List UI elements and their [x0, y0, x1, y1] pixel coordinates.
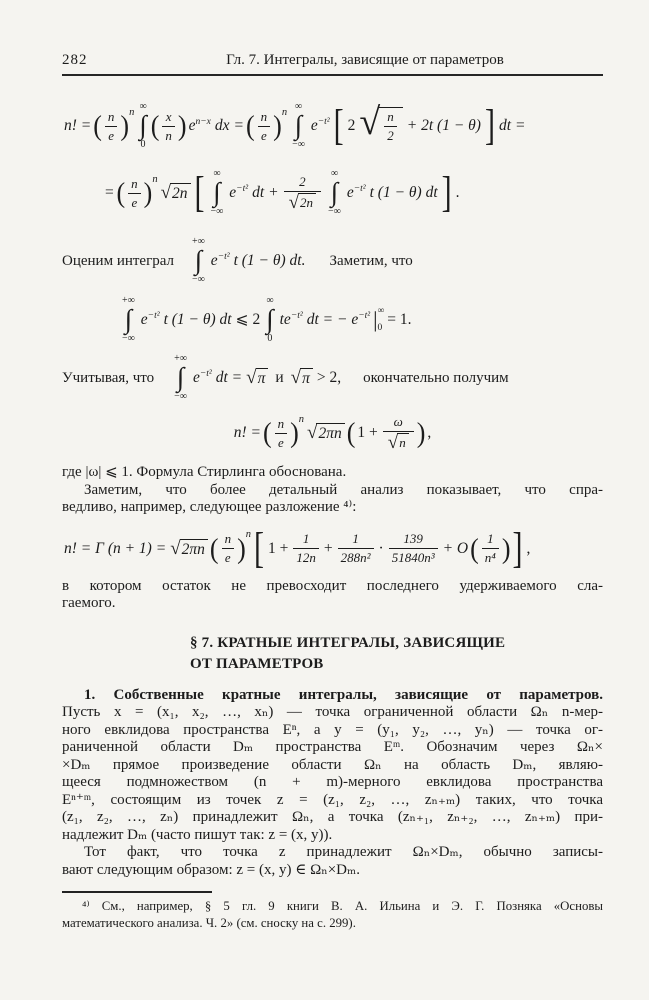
exponent: −t² — [199, 369, 212, 380]
radical-icon: √ — [290, 367, 302, 389]
math-token: n! = — [64, 117, 92, 135]
denominator — [284, 192, 321, 212]
fraction — [222, 531, 235, 565]
denominator: e — [277, 434, 284, 450]
numerator: n — [105, 109, 118, 127]
paren-power-group: ( $\frac{n}{e}$ ) n — [116, 173, 158, 210]
text-line-uchityvaya — [62, 350, 603, 406]
numerator: n — [384, 109, 397, 127]
math-token: · — [378, 539, 384, 557]
base: e — [140, 311, 148, 329]
radical-icon: √ — [288, 191, 300, 213]
radical-icon: √ — [246, 367, 257, 389]
exponent: −t² — [290, 311, 303, 322]
footnote — [62, 898, 603, 931]
page-header — [62, 52, 603, 76]
exponent: n — [281, 106, 288, 118]
upper-limit: ∞ — [139, 101, 147, 113]
formula-estimate — [62, 290, 603, 350]
base: dt = − e — [306, 311, 359, 329]
radical — [161, 183, 191, 203]
numerator: 1 — [338, 531, 374, 549]
fraction — [128, 176, 141, 210]
inline-math — [170, 354, 343, 402]
paragraph-line: Пусть x = (x₁, x₂, …, xₙ) — точка ограниченной области Ωₙ n-мер- — [62, 704, 603, 720]
paragraph-2 — [62, 844, 603, 879]
paragraph-line: ного евклидова пространства Eⁿ, а y = (y₁, y₂, …, yₙ) — точка ог- — [62, 721, 603, 738]
numerator: 139 — [389, 531, 438, 549]
paragraph-1 — [62, 687, 603, 845]
integral — [174, 354, 187, 402]
radical-icon: √ — [160, 182, 171, 204]
text: и — [275, 369, 284, 387]
text: Заметим, что — [329, 252, 413, 269]
exp-term — [193, 369, 212, 387]
radical — [246, 368, 268, 388]
section-heading — [190, 633, 603, 675]
upper-limit: +∞ — [122, 295, 135, 307]
radicand: 2πn — [180, 539, 208, 559]
paren-group: ( $\frac{x}{n}$ ) — [150, 108, 187, 143]
math-token: ⩽ 2 — [235, 311, 261, 329]
exponent: −t² — [217, 252, 230, 263]
math-token: , — [526, 539, 531, 557]
section-heading-line1: § 7. КРАТНЫЕ ИНТЕГРАЛЫ, ЗАВИСЯЩИЕ — [190, 634, 506, 651]
footnote-rule — [62, 891, 212, 893]
paragraph-zametim-line: Заметим, что более детальный анализ показывает, что спра- — [84, 481, 603, 498]
paren-power-group: ( $\frac{n}{e}$ ) n — [245, 106, 288, 143]
math-token: t (1 − θ) dt — [163, 311, 232, 329]
fraction — [105, 109, 118, 143]
numerator: n — [222, 531, 235, 549]
paragraph-line: ×Dₘ прямое произведение области Ωₙ на область Dₘ, являю- — [62, 756, 603, 773]
paragraph-zametim-line: ведливо, например, следующее разложение ⁴⁾: — [62, 499, 357, 515]
paren-power-group: ( $\frac{n}{e}$ ) n — [209, 529, 251, 565]
lower-limit: −∞ — [210, 205, 224, 217]
exponent: n — [245, 529, 251, 541]
exponent: n — [129, 106, 135, 118]
lower-limit: 0 — [377, 323, 383, 334]
bar-limits — [378, 306, 385, 334]
upper-limit: ∞ — [330, 168, 338, 180]
paragraph-line: щееся подмножеством (n + m)-мерного евклидова пространства — [62, 774, 603, 790]
lower-limit: −∞ — [174, 390, 187, 402]
paragraph-vkotorom-line: гаемого. — [62, 595, 116, 611]
integral-icon: ∫ — [266, 304, 274, 335]
base: e — [310, 117, 318, 135]
fraction — [389, 531, 438, 565]
upper-limit: ∞ — [377, 306, 385, 316]
denominator: 2 — [387, 127, 394, 143]
exponent: −t² — [236, 184, 249, 195]
denominator: e — [224, 550, 231, 565]
fraction — [162, 109, 175, 143]
paragraph-lead: 1. Собственные кратные интегралы, зависящие от параметров. — [84, 686, 603, 703]
integral — [139, 102, 146, 150]
radical-icon: √ — [307, 422, 318, 444]
exponent: −t² — [147, 311, 160, 322]
exp-term — [189, 117, 211, 135]
lower-limit: −∞ — [292, 138, 305, 150]
math-token: 2 — [347, 117, 356, 135]
denominator — [383, 432, 414, 452]
numerator: 1 — [482, 531, 499, 549]
math-token: + O — [442, 539, 469, 557]
radical — [359, 101, 402, 144]
exp-term — [229, 184, 248, 202]
math-token: n! = Γ (n + 1) = — [64, 539, 167, 557]
exp-term — [280, 311, 303, 329]
numerator: 1 — [293, 531, 319, 549]
math-token: + 2t (1 − θ) — [406, 117, 481, 135]
paragraph-line: раниченной области Dₘ пространства Eᵐ. Обозначим через Ωₙ× — [62, 739, 603, 755]
denominator: n⁴ — [484, 550, 496, 565]
integral-icon: ∫ — [139, 110, 147, 141]
lower-limit: 0 — [140, 138, 146, 150]
denominator: 288n² — [340, 550, 371, 565]
radical — [291, 368, 313, 388]
math-token: 1 + — [267, 539, 289, 557]
fraction — [275, 416, 288, 450]
base: te — [279, 311, 291, 329]
footnote-line: математического анализа. Ч. 2» (см. сноску на с. 299). — [62, 915, 356, 930]
integral-icon: ∫ — [176, 362, 185, 393]
math-token: + — [268, 184, 279, 202]
radicand: 2n — [298, 193, 316, 211]
chapter-title: Гл. 7. Интегралы, зависящие от параметров — [226, 52, 504, 68]
integral — [266, 296, 273, 344]
math-token: = — [233, 117, 244, 135]
exp-term — [211, 252, 230, 270]
text: Оценим интеграл — [62, 252, 175, 269]
integral — [192, 237, 205, 285]
formula-stirling-result: n! = ( $\frac{n}{e}$ ) n √ 2πn ( 1 + ω √ n ) , — [233, 413, 432, 453]
radical-icon: √ — [359, 101, 381, 144]
paren-power-group: ( $\frac{n}{e}$ ) n — [93, 106, 135, 143]
math-token: n! = — [233, 424, 261, 442]
integral-icon: ∫ — [330, 177, 339, 208]
base: e — [229, 184, 237, 202]
exp-term — [307, 311, 370, 329]
radical — [388, 433, 409, 452]
radicand — [379, 107, 403, 144]
base: e — [346, 184, 354, 202]
base: e — [188, 117, 196, 135]
radicand: 2n — [170, 183, 191, 203]
denominator: 12n — [296, 550, 316, 565]
math-token: + — [323, 539, 333, 557]
exp-term — [141, 311, 160, 329]
paragraph-line: (z₁, z₂, …, zₙ) принадлежит Ωₙ, а точка (zₙ₊₁, zₙ₊₂, …, zₙ₊ₘ) при- — [62, 809, 603, 825]
evaluation-bar: | ∞ 0 — [373, 306, 385, 334]
integral-icon: ∫ — [213, 177, 221, 208]
denominator: e — [261, 127, 267, 143]
math-token: 1 + — [357, 424, 378, 442]
math-token: = 1. — [387, 311, 412, 329]
integral-icon: ∫ — [194, 245, 203, 276]
paragraph-line: вают следующим образом: z = (x, y) ∈ Ωₙ×Dₘ. — [62, 861, 360, 878]
paren-power-group: ( $\frac{n}{e}$ ) n — [262, 413, 305, 450]
exponent: −t² — [353, 184, 366, 195]
math-token: = — [515, 117, 526, 135]
radical — [307, 423, 345, 443]
math-token: , — [427, 424, 432, 442]
numerator: n — [258, 109, 271, 127]
exponent: n−x — [195, 117, 211, 128]
math-token: . — [455, 184, 460, 202]
exp-term — [311, 117, 330, 135]
integral — [122, 296, 135, 344]
denominator: n — [165, 127, 172, 143]
fraction — [258, 109, 271, 143]
exp-term — [347, 184, 366, 202]
numerator: n — [275, 416, 288, 434]
inline-math — [188, 237, 307, 285]
math-token: t (1 − θ) dt. — [233, 252, 306, 270]
lower-limit: −∞ — [328, 205, 341, 217]
radicand: π — [256, 368, 269, 388]
denominator: e — [108, 127, 115, 143]
paragraph-vkotorom-line: в котором остаток не превосходит последнего удерживаемого сла- — [62, 577, 603, 594]
paragraph-line: надлежит Dₘ (часто пишут так: z = (x, y)). — [62, 826, 333, 843]
paragraph-line: Тот факт, что точка z принадлежит Ωₙ×Dₘ, обычно записы- — [84, 844, 603, 860]
math-token: dt — [498, 117, 511, 135]
fraction — [482, 531, 499, 565]
upper-limit: ∞ — [213, 168, 221, 180]
denominator: e — [131, 194, 138, 210]
exponent: −t² — [317, 117, 330, 128]
text-line-ocenim — [62, 232, 603, 290]
math-token: dt = — [215, 369, 243, 387]
upper-limit: ∞ — [294, 101, 303, 113]
radical — [289, 193, 316, 212]
radicand: n — [397, 433, 409, 451]
upper-limit: ∞ — [266, 295, 274, 307]
upper-limit: +∞ — [174, 353, 187, 365]
page-number: 282 — [62, 52, 88, 68]
math-token: t (1 − θ) dt — [369, 184, 438, 202]
exponent: n — [298, 413, 305, 425]
text: окончательно получим — [363, 369, 509, 386]
math-token: > 2, — [316, 369, 342, 387]
footnote-line: ⁴⁾ См., например, § 5 гл. 9 книги В. А. Ильина и Э. Г. Позняка «Основы — [82, 899, 603, 913]
text-line-gde: где |ω| ⩽ 1. Формула Стирлинга обоснована. — [62, 464, 347, 480]
paragraph-line: Eⁿ⁺ᵐ, состоящим из точек z = (z₁, z₂, …, zₙ₊ₘ) таких, что точка — [62, 791, 603, 808]
exponent: n — [152, 173, 158, 185]
fraction — [293, 531, 319, 565]
lower-limit: −∞ — [122, 332, 135, 344]
integral-icon: ∫ — [294, 110, 303, 141]
formula-expansion: n! = Γ (n + 1) = √ 2πn ( $\frac{n}{e}$ ) n [ 1 + $\frac{1}{12n}$ + $\frac{1}{\text{288n²}}$ · $\frac{139}{\text{51840n³}}$ + O ( $\frac{1}{\text{n⁴}}$ ) ] , — [64, 523, 531, 572]
radical — [170, 539, 208, 559]
fraction — [383, 414, 414, 452]
radical-icon: √ — [387, 431, 399, 453]
exponent: −t² — [358, 311, 371, 322]
numerator: ω — [383, 414, 414, 432]
radical-icon: √ — [170, 537, 181, 559]
formula-stirling-line2: = ( $\frac{n}{e}$ ) n √ 2n [ ∞ ∫ −∞ $e^{-t^2}$ dt + 2 √ 2n ∞ ∫ −∞ $e^{-t^2}$ t (1 − θ) dt ] . — [104, 168, 460, 217]
integral — [292, 102, 305, 150]
lower-limit: −∞ — [192, 273, 205, 285]
upper-limit: +∞ — [192, 236, 205, 248]
integral — [211, 169, 224, 217]
radicand: π — [300, 368, 313, 388]
fraction — [338, 531, 374, 565]
fraction — [384, 109, 397, 143]
base: e — [192, 369, 200, 387]
base: e — [210, 252, 218, 270]
math-token: = — [104, 184, 115, 202]
integral-icon: ∫ — [124, 304, 133, 335]
integral — [328, 169, 341, 217]
formula-stirling-line1: n! = ( $\frac{n}{e}$ ) n ∞ ∫ 0 ( $\frac{x}{n}$ ) $e^{n-x}$ dx = ( $\frac{n}{e}$ ) n ∞ ∫ −∞ $e^{-t^2}$ [ 2 √ $\frac{n}{2}$ + 2t (1 − θ) ] dt = — [64, 101, 526, 150]
numerator: n — [128, 176, 141, 194]
radicand: 2πn — [316, 423, 344, 443]
lower-limit: 0 — [267, 332, 273, 344]
section-heading-line2: ОТ ПАРАМЕТРОВ — [190, 655, 324, 672]
numerator: x — [162, 109, 175, 127]
fraction — [284, 174, 321, 212]
numerator: 2 — [284, 174, 321, 192]
text: Учитывая, что — [62, 369, 155, 386]
math-token: dt — [252, 184, 265, 202]
denominator: 51840n³ — [391, 550, 435, 565]
math-token: dx — [214, 117, 230, 135]
